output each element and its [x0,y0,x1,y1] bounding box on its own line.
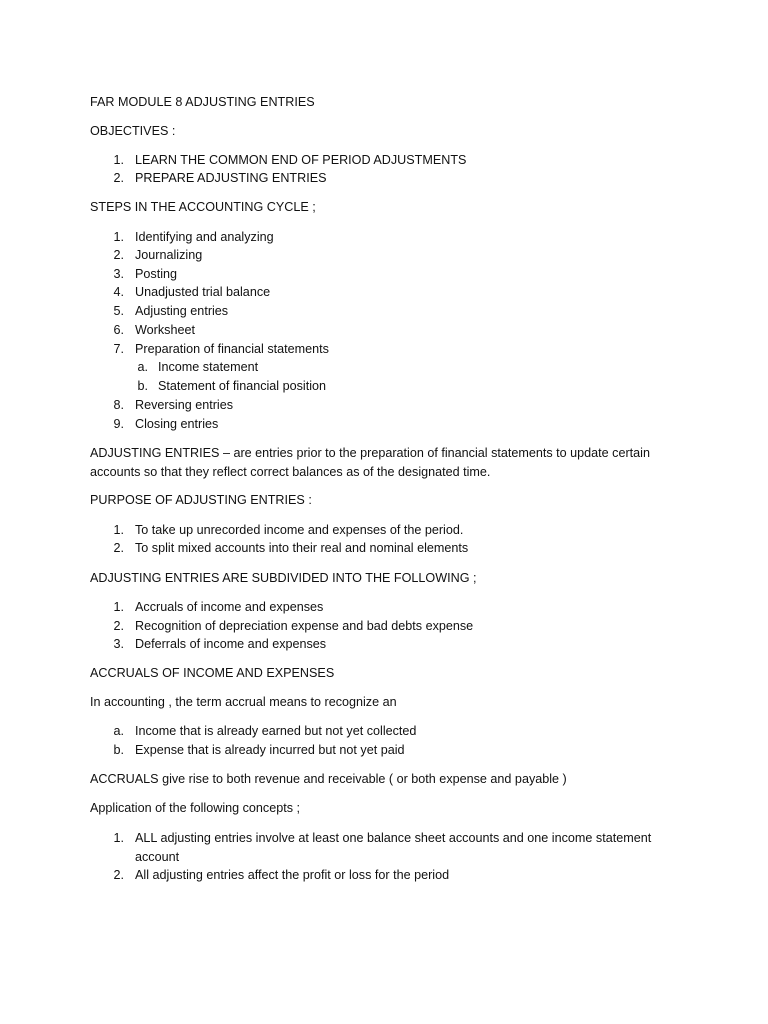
sub-item: Income statement [158,360,259,374]
steps-heading: STEPS IN THE ACCOUNTING CYCLE ; [90,200,316,214]
purpose-heading: PURPOSE OF ADJUSTING ENTRIES : [90,493,312,507]
list-item: Preparation of financial statements [135,342,329,356]
list-item-number: 3. [113,267,124,281]
list-item: Unadjusted trial balance [135,285,271,299]
document-title: FAR MODULE 8 ADJUSTING ENTRIES [90,95,315,109]
list-item: Closing entries [135,417,219,431]
list-item: Worksheet [135,323,195,337]
list-item-number: 9. [113,417,124,431]
list-item: To split mixed accounts into their real and nominal elements [135,541,469,555]
list-item-number: 1. [113,831,124,845]
list-item-number: 4. [113,285,124,299]
subdivided-heading: ADJUSTING ENTRIES ARE SUBDIVIDED INTO THE FOLLOWING ; [90,571,477,585]
accruals-note: ACCRUALS give rise to both revenue and receivable ( or both expense and payable ) [90,772,567,786]
list-item: Income that is already earned but not yet collected [135,724,417,738]
list-item-number: 1. [113,600,124,614]
list-item: Deferrals of income and expenses [135,637,327,651]
list-item-number: 1. [113,153,124,167]
list-item: Journalizing [135,248,203,262]
list-item-number: 5. [113,304,124,318]
list-item-number: 1. [113,523,124,537]
list-item-number: 2. [113,868,124,882]
sub-item-letter: b. [137,379,148,393]
list-item: ALL adjusting entries involve at least one balance sheet accounts and one income statement account [135,831,652,864]
list-item: All adjusting entries affect the profit or loss for the period [135,868,450,882]
list-item: To take up unrecorded income and expenses of the period. [135,523,464,537]
list-item-letter: b. [113,743,124,757]
list-item-letter: a. [113,724,124,738]
sub-item: Statement of financial position [158,379,327,393]
objectives-heading: OBJECTIVES : [90,124,176,138]
list-item: Accruals of income and expenses [135,600,324,614]
list-item-number: 2. [113,248,124,262]
list-item: Posting [135,267,178,281]
list-item: Identifying and analyzing [135,230,274,244]
list-item-number: 7. [113,342,124,356]
application-heading: Application of the following concepts ; [90,801,301,815]
list-item-number: 8. [113,398,124,412]
list-item-number: 1. [113,230,124,244]
list-item: Recognition of depreciation expense and bad debts expense [135,619,474,633]
list-item: Expense that is already incurred but not yet paid [135,743,405,757]
list-item: PREPARE ADJUSTING ENTRIES [135,171,327,185]
definition-paragraph: ADJUSTING ENTRIES – are entries prior to the preparation of financial statements to update certain accounts so that they reflect correct balances as of the designated time. [90,446,650,479]
accruals-heading: ACCRUALS OF INCOME AND EXPENSES [90,666,335,680]
list-item: LEARN THE COMMON END OF PERIOD ADJUSTMENTS [135,153,467,167]
list-item-number: 2. [113,541,124,555]
list-item-number: 6. [113,323,124,337]
sub-item-letter: a. [137,360,148,374]
list-item-number: 3. [113,637,124,651]
list-item: Adjusting entries [135,304,229,318]
accruals-intro: In accounting , the term accrual means to recognize an [90,695,397,709]
list-item-number: 2. [113,619,124,633]
list-item-number: 2. [113,171,124,185]
list-item: Reversing entries [135,398,233,412]
